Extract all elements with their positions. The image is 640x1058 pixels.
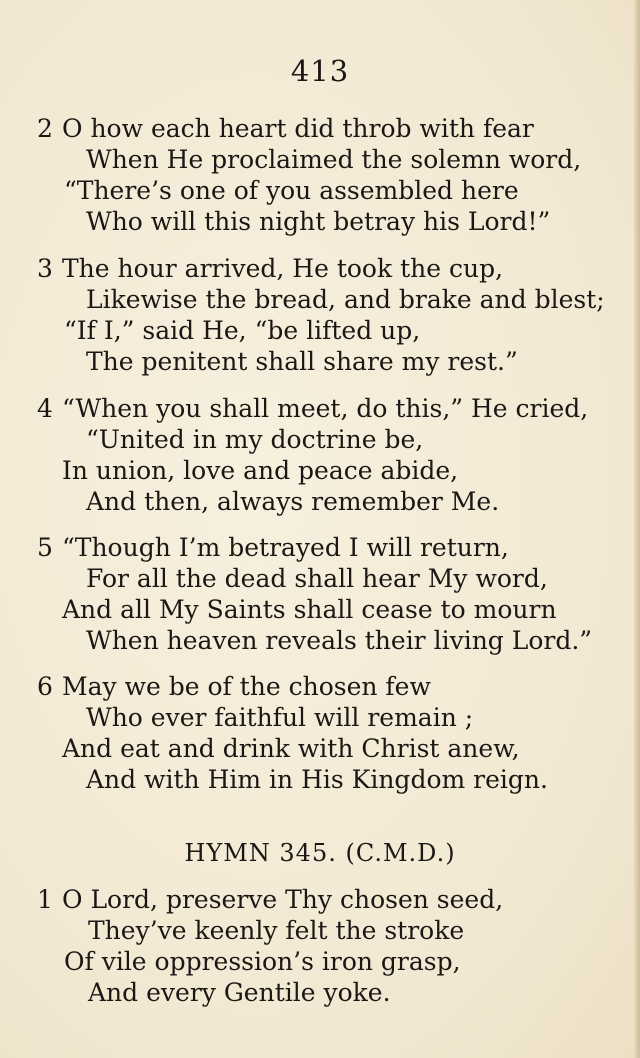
verse-number: 4 — [37, 394, 53, 423]
verse-line: O how each heart did throb with fear — [62, 114, 534, 143]
verse-line: Likewise the bread, and brake and blest; — [86, 285, 605, 314]
verse-number: 3 — [37, 254, 53, 283]
verse-number: 2 — [37, 114, 53, 143]
page-number: 413 — [290, 54, 350, 88]
verse-line: May we be of the chosen few — [62, 672, 431, 701]
verse-line: “United in my doctrine be, — [86, 425, 424, 454]
verse-line: The penitent shall share my rest.” — [86, 347, 518, 376]
verse-line: Who will this night betray his Lord!” — [86, 207, 551, 236]
verse-line: And with Him in His Kingdom reign. — [86, 765, 548, 794]
verse-line: The hour arrived, He took the cup, — [62, 254, 504, 283]
verse-line: In union, love and peace abide, — [62, 456, 459, 485]
verse-line: For all the dead shall hear My word, — [86, 564, 548, 593]
verse-number: 6 — [37, 672, 53, 701]
verse-line: Who ever faithful will remain ; — [86, 703, 474, 732]
verse-line: And then, always remember Me. — [86, 487, 500, 516]
verse-line: O Lord, preserve Thy chosen seed, — [62, 885, 504, 914]
hymn-heading: HYMN 345. (C.M.D.) — [184, 839, 456, 867]
verse-line: Of vile oppression’s iron grasp, — [64, 947, 461, 976]
verse-line: And every Gentile yoke. — [88, 978, 391, 1007]
verse-line: They’ve keenly felt the stroke — [88, 916, 465, 945]
page-edge — [634, 0, 640, 1058]
verse-line: “If I,” said He, “be lifted up, — [64, 316, 421, 345]
verse-line: When He proclaimed the solemn word, — [86, 145, 582, 174]
verse-line: “When you shall meet, do this,” He cried, — [62, 394, 589, 423]
verse-line: And all My Saints shall cease to mourn — [62, 595, 557, 624]
verse-line: “There’s one of you assembled here — [64, 176, 519, 205]
verse-line: And eat and drink with Christ anew, — [62, 734, 520, 763]
verse-line: When heaven reveals their living Lord.” — [86, 626, 593, 655]
verse-number: 5 — [37, 533, 53, 562]
verse-number: 1 — [37, 885, 53, 914]
verse-line: “Though I’m betrayed I will return, — [62, 533, 509, 562]
